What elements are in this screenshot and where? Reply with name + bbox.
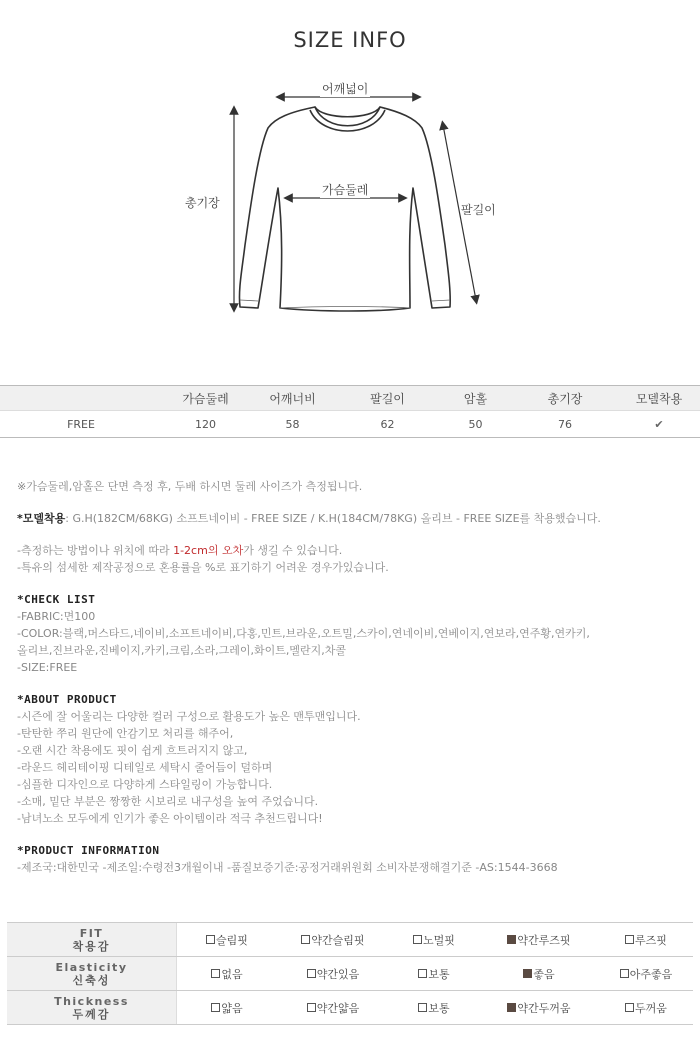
checkbox-icon: [211, 1003, 220, 1012]
elasticity-row: [7, 957, 693, 991]
thickness-row: [7, 991, 693, 1025]
thickness-options: [177, 991, 693, 1024]
list-item: -소매, 밑단 부분은 짱짱한 시보리로 내구성을 높여 주었습니다.: [17, 795, 319, 808]
list-item: -남녀노소 모두에게 인기가 좋은 아이템이라 적극 추천드립니다!: [17, 812, 323, 825]
sleeve-label: 팔길이: [461, 203, 496, 217]
fit-option: 루즈핏: [599, 932, 693, 948]
checkbox-icon: [625, 1003, 634, 1012]
error-highlight: 1-2cm의 오차: [173, 544, 244, 557]
list-item: -오랜 시간 착용에도 핏이 쉽게 흐트러지지 않고,: [17, 744, 248, 757]
elasticity-option: 약간있음: [277, 966, 389, 982]
product-notes: [17, 478, 687, 876]
measure-note: ※가슴둘레,암홀은 단면 측정 후, 두배 하시면 둘레 사이즈가 측정됩니다.: [17, 480, 363, 493]
size-name-cell: FREE: [67, 417, 95, 431]
fit-option: 약간슬림핏: [277, 932, 389, 948]
header-cell: 어깨너비: [269, 391, 316, 406]
chest-label: 가슴둘레: [322, 183, 369, 197]
page-title: SIZE INFO: [293, 28, 407, 52]
table-cell: 62: [380, 417, 395, 431]
elasticity-option: 없음: [177, 966, 277, 982]
elasticity-label: Elasticity 신축성: [7, 957, 177, 990]
header-cell: 팔길이: [370, 391, 405, 406]
thickness-option: 보통: [389, 1000, 479, 1016]
list-item: -COLOR:블랙,머스타드,네이비,소프트네이비,다홍,민트,브라운,오트밀,스카이,연네이비,연베이지,연보라,연주황,연카키,: [17, 627, 590, 640]
model-label: *모델착용: [17, 512, 66, 525]
checkbox-icon: [418, 969, 427, 978]
checkbox-icon: [211, 969, 220, 978]
sweatshirt-illustration: [0, 70, 700, 330]
checkbox-icon: [206, 935, 215, 944]
checkbox-icon: [307, 969, 316, 978]
thickness-option: 얇음: [177, 1000, 277, 1016]
checkbox-icon: [418, 1003, 427, 1012]
about-product-title: *ABOUT PRODUCT: [17, 693, 117, 706]
size-diagram: [0, 70, 700, 330]
fit-row: [7, 923, 693, 957]
elasticity-option: 보통: [389, 966, 479, 982]
list-item: -시즌에 잘 어울리는 다양한 컬러 구성으로 활용도가 높은 맨투맨입니다.: [17, 710, 361, 723]
header-cell: 암홀: [463, 391, 488, 406]
table-cell: 120: [195, 417, 216, 431]
length-label: 총기장: [185, 196, 220, 210]
fit-table: [7, 922, 693, 1025]
fit-option: 슬림핏: [177, 932, 277, 948]
header-cell: 총기장: [547, 391, 583, 406]
blend-note: -특유의 섬세한 제작공정으로 혼용률을 %로 표기하기 어려운 경우가있습니다.: [17, 561, 389, 574]
size-table: [0, 385, 700, 438]
checkbox-icon: [307, 1003, 316, 1012]
list-item: -탄탄한 쭈리 원단에 안감기모 처리를 해주어,: [17, 727, 234, 740]
elasticity-option-selected: 좋음: [479, 966, 599, 982]
model-note: [17, 510, 687, 527]
size-table-header: [0, 386, 700, 411]
checkbox-icon: [413, 935, 422, 944]
product-info-title: *PRODUCT INFORMATION: [17, 844, 160, 857]
shoulder-label: 어깨넓이: [322, 82, 369, 96]
check-icon: ✔: [654, 417, 664, 431]
thickness-label: Thickness 두께감: [7, 991, 177, 1024]
check-list-title: *CHECK LIST: [17, 593, 96, 606]
list-item: -심플한 디자인으로 다양하게 스타일링이 가능합니다.: [17, 778, 273, 791]
list-item: 올리브,진브라운,진베이지,카키,크림,소라,그레이,화이트,멜란지,차콜: [17, 644, 346, 657]
elasticity-options: [177, 957, 693, 990]
list-item: -SIZE:FREE: [17, 661, 78, 674]
checkbox-filled-icon: [523, 969, 532, 978]
table-cell: 50: [468, 417, 483, 431]
table-cell: 76: [558, 417, 572, 431]
header-cell: 가슴둘레: [182, 391, 229, 406]
list-item: -FABRIC:면100: [17, 610, 96, 623]
thickness-option: 약간얇음: [277, 1000, 389, 1016]
fit-option: 노멀핏: [389, 932, 479, 948]
fit-options: [177, 923, 693, 956]
table-cell: 58: [285, 417, 300, 431]
thickness-option-selected: 약간두꺼움: [479, 1000, 599, 1016]
list-item: -라운드 헤리테이핑 디테일로 세탁시 줄어듬이 덜하며: [17, 761, 273, 774]
elasticity-option: 아주좋음: [599, 966, 693, 982]
table-row: [0, 411, 700, 437]
checkbox-filled-icon: [507, 1003, 516, 1012]
product-info-text: -제조국:대한민국 -제조일:수령전3개월이내 -품질보증기준:공정거래위원회 소비자분쟁해결기준 -AS:1544-3668: [17, 861, 558, 874]
checkbox-icon: [620, 969, 629, 978]
model-text: : G.H(182CM/68KG) 소프트네이비 - FREE SIZE / K.H(184CM/78KG) 올리브 - FREE SIZE를 착용했습니다.: [65, 512, 601, 525]
header-cell: 모델착용: [635, 391, 683, 406]
fit-label: FIT 착용감: [7, 923, 177, 956]
error-note: -측정하는 방법이나 위치에 따라 1-2cm의 오차가 생길 수 있습니다.: [17, 544, 343, 557]
thickness-option: 두꺼움: [599, 1000, 693, 1016]
checkbox-filled-icon: [507, 935, 516, 944]
fit-option-selected: 약간루즈핏: [479, 932, 599, 948]
checkbox-icon: [301, 935, 310, 944]
checkbox-icon: [625, 935, 634, 944]
